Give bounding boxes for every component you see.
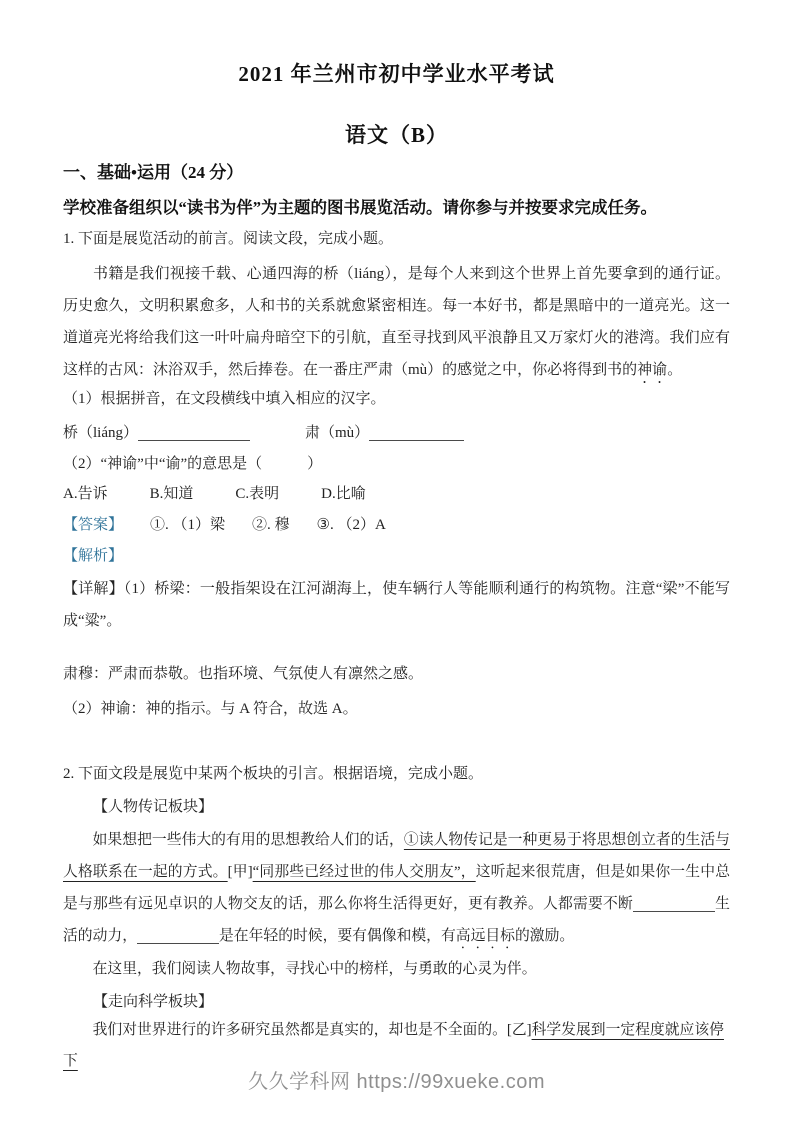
section-intro-text: 学校准备组织以“读书为伴”为主题的图书展览活动。请你参与并按要求完成任务。	[63, 198, 657, 217]
option-d: D.比喻	[321, 486, 366, 502]
exam-title: 2021 年兰州市初中学业水平考试	[238, 62, 555, 86]
p1-underline-1: ①读人物传记是一种更易于将思想创立者的生活与人格联系在一起的方式。	[63, 832, 730, 880]
p1-text-1: 如果想把一些伟大的有用的思想教给人们的话，	[92, 832, 404, 848]
answer-item-2: ②. 穆	[252, 517, 290, 533]
p1-bracket-jia: [甲]	[227, 864, 253, 880]
passage-text: 书籍是我们视接千载、心通四海的桥（liáng），是每个人来到这个世界上首先要拿到的通行证。历史愈久，文明积累愈多，人和书的关系就愈紧密相连。每一本好书，都是黑暗中的一道亮光。这一道道亮光将给我们这一叶叶扁舟暗空下的引航，直至寻找到风平浪静且又万家灯火的港湾。我们应有这样的古风：沐浴双手，然后捧卷。在一番庄严肃（mù）的感觉之中，你必将得到书的	[63, 266, 730, 378]
option-a: A.告诉	[63, 486, 108, 502]
exam-subtitle: 语文（B）	[344, 123, 448, 147]
block1-title: 【人物传记板块】	[93, 799, 214, 815]
p1-text-3: 生活的动力，	[63, 896, 730, 944]
block2-title: 【走向科学板块】	[93, 994, 214, 1010]
question1-stem: 1. 下面是展览活动的前言。阅读文段，完成小题。	[63, 231, 394, 247]
question1-sub2: （2）“神谕”中“谕”的意思是（ ）	[63, 456, 323, 472]
answer-label: 【答案】	[63, 517, 124, 533]
fill2-blank-line	[369, 425, 464, 441]
p1-text-4: 是在年轻的时候，要有偶像和模，有	[219, 928, 456, 944]
p1-text-5: 的激励。	[514, 928, 575, 944]
detail-label: 【详解】	[63, 581, 124, 597]
question2-paragraph-2: 在这里，我们阅读人物故事，寻找心中的榜样，与勇敢的心灵为伴。	[92, 961, 537, 977]
option-c: C.表明	[235, 486, 280, 502]
detail-text-1: （1）桥梁：一般指架设在江河湖海上，使车辆行人等能顺利通行的构筑物。注意“梁”不能写成“粱”。	[63, 581, 730, 629]
answer-item-3: ③. （2）A	[316, 517, 386, 533]
question2-paragraph-1	[63, 824, 730, 952]
question1-passage	[63, 258, 730, 387]
question1-sub1: （1）根据拼音，在文段横线中填入相应的汉字。	[63, 391, 386, 407]
option-b: B.知道	[149, 486, 194, 502]
fill1-label: 桥（liáng）	[63, 425, 138, 441]
fill1-blank-line	[138, 425, 250, 441]
p1-underline-2: “同那些已经过世的伟人交朋友”，	[252, 864, 476, 880]
answer-line	[63, 515, 730, 536]
p1-emphasis-word: 高远目标	[455, 928, 515, 944]
question2-stem: 2. 下面文段是展览中某两个板块的引言。根据语境，完成小题。	[63, 766, 484, 782]
p1-blank-2	[137, 928, 219, 944]
p3-underline: 科学发展到一定程度就应该停下	[63, 1022, 724, 1069]
p3-text-1: 我们对世界进行的许多研究虽然都是真实的，却也是不全面的。	[92, 1022, 507, 1038]
answer-item-1: ①. （1）梁	[150, 517, 226, 533]
detail-paragraph-1	[63, 573, 730, 637]
passage-period: 。	[667, 362, 683, 378]
question1-options	[63, 484, 730, 505]
p1-text-2: 这听起来很荒唐，但是如果你一生中总是与那些有远见卓识的人物交友的话，那么你将生活得更好，更有教养。人都需要不断	[63, 864, 730, 912]
section-one-heading: 一、基础•运用（24 分）	[63, 163, 244, 182]
detail-paragraph-3: （2）神谕：神的指示。与 A 符合，故选 A。	[63, 701, 358, 717]
passage-emphasis-word: 神谕	[637, 362, 668, 378]
question1-fill-line	[63, 423, 730, 444]
analysis-label: 【解析】	[63, 548, 124, 564]
p1-blank-1	[633, 896, 715, 912]
p3-bracket-yi: [乙]	[506, 1022, 532, 1038]
detail-paragraph-2: 肃穆：严肃而恭敬。也指环境、气氛使人有凛然之感。	[63, 666, 424, 682]
analysis-label-line	[63, 546, 730, 567]
fill2-label: 肃（mù）	[305, 425, 370, 441]
watermark-footer: 久久学科网 https://99xueke.com	[247, 1071, 546, 1093]
